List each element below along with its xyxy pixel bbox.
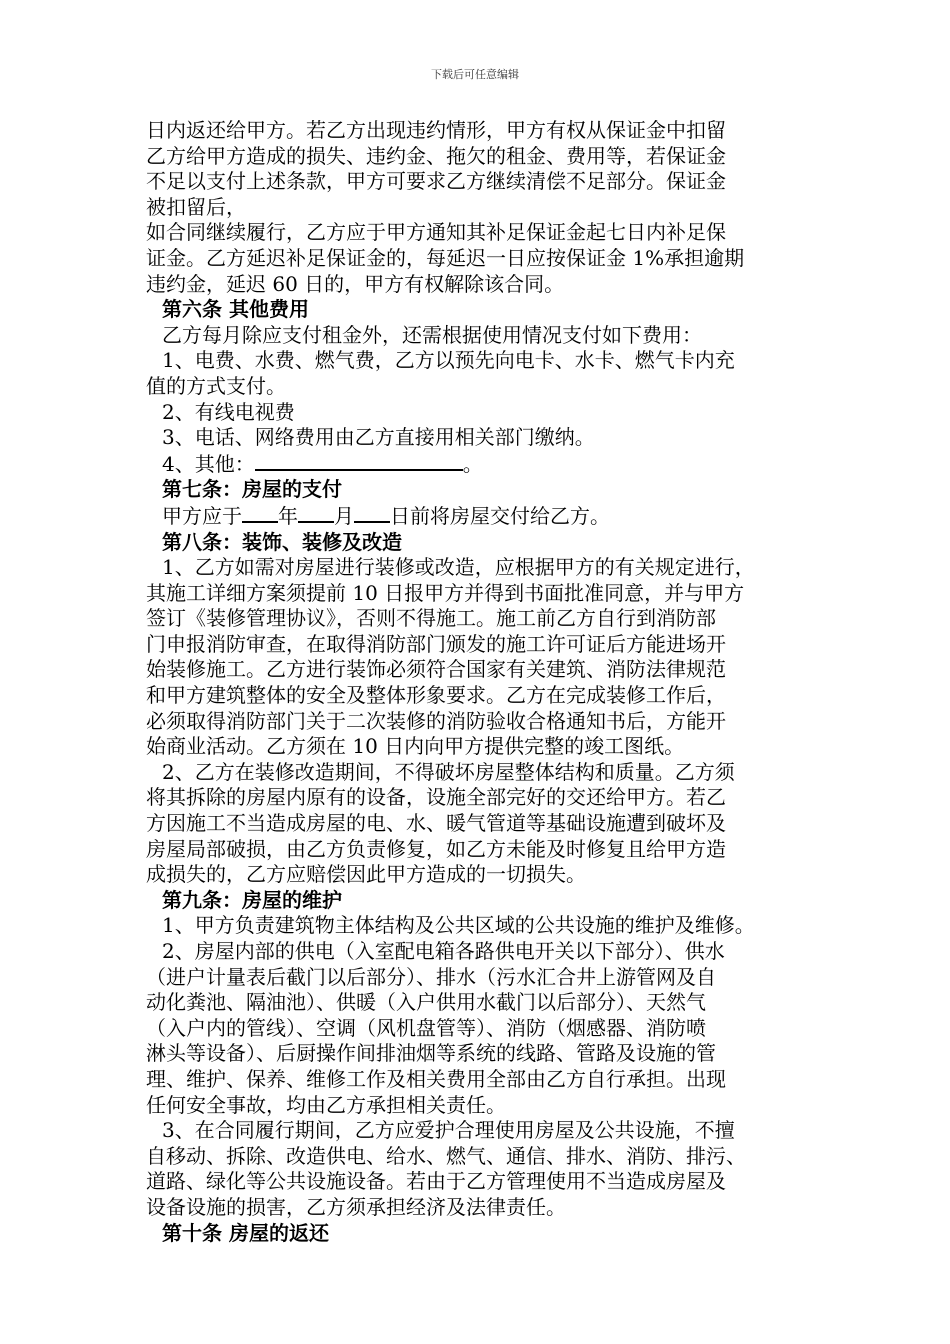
paragraph-line: 自移动、拆除、改造供电、给水、燃气、通信、排水、消防、排污、	[146, 1143, 746, 1168]
page-header: 下载后可任意编辑	[431, 68, 519, 81]
paragraph-line: 成损失的，乙方应赔偿因此甲方造成的一切损失。	[146, 862, 586, 887]
paragraph-line: 证金。乙方延迟补足保证金的，每延迟一日应按保证金 1%承担逾期	[146, 245, 745, 270]
paragraph-line: 如合同继续履行，乙方应于甲方通知其补足保证金起七日内补足保	[146, 220, 726, 245]
section-heading-6: 第六条 其他费用	[162, 297, 309, 322]
paragraph-line: 淋头等设备）、后厨操作间排油烟等系统的线路、管路及设施的管	[146, 1041, 716, 1066]
year-label: 年	[278, 503, 298, 528]
paragraph-line: 签订《装修管理协议》，否则不得施工。施工前乙方自行到消防部	[146, 606, 716, 631]
paragraph-line: 任何安全事故，均由乙方承担相关责任。	[146, 1092, 506, 1117]
paragraph-line: 始商业活动。乙方须在 10 日内向甲方提供完整的竣工图纸。	[146, 734, 685, 759]
paragraph-line-delivery-date	[146, 503, 816, 530]
paragraph-line: 违约金，延迟 60 日的，甲方有权解除该合同。	[146, 271, 565, 296]
other-fees-label: 4、其他：	[162, 451, 255, 476]
delivery-text-end: 日前将房屋交付给乙方。	[390, 503, 610, 528]
section-heading-7: 第七条：房屋的支付	[162, 477, 342, 502]
paragraph-line: 始装修施工。乙方进行装饰必须符合国家有关建筑、消防法律规范	[146, 657, 726, 682]
year-blank	[242, 503, 278, 523]
day-blank	[354, 503, 390, 523]
month-label: 月	[334, 503, 354, 528]
paragraph-line: 门申报消防审查，在取得消防部门颁发的施工许可证后方能进场开	[146, 631, 726, 656]
paragraph-line-other-fees	[146, 451, 816, 478]
paragraph-line: 1、电费、水费、燃气费，乙方以预先向电卡、水卡、燃气卡内充	[162, 348, 735, 373]
paragraph-line: 设备设施的损害，乙方须承担经济及法律责任。	[146, 1194, 566, 1219]
month-blank	[298, 503, 334, 523]
paragraph-line: 被扣留后，	[146, 194, 246, 219]
paragraph-line: 其施工详细方案须提前 10 日报甲方并得到书面批准同意，并与甲方	[146, 580, 745, 605]
paragraph-line: 乙方给甲方造成的损失、违约金、拖欠的租金、费用等，若保证金	[146, 143, 726, 168]
paragraph-line: 1、乙方如需对房屋进行装修或改造，应根据甲方的有关规定进行，	[162, 555, 755, 580]
delivery-text: 甲方应于	[162, 503, 242, 528]
section-heading-8: 第八条：装饰、装修及改造	[162, 529, 402, 554]
fill-in-blank	[255, 451, 463, 471]
paragraph-line: 2、乙方在装修改造期间，不得破坏房屋整体结构和质量。乙方须	[162, 759, 735, 784]
paragraph-line: 和甲方建筑整体的安全及整体形象要求。乙方在完成装修工作后，	[146, 683, 726, 708]
paragraph-line: 3、电话、网络费用由乙方直接用相关部门缴纳。	[162, 425, 595, 450]
paragraph-line: 道路、绿化等公共设施设备。若由于乙方管理使用不当造成房屋及	[146, 1169, 726, 1194]
document-body	[146, 118, 816, 1246]
paragraph-line: （进户计量表后截门以后部分）、排水（污水汇合井上游管网及自	[146, 964, 716, 989]
paragraph-line: 理、维护、保养、维修工作及相关费用全部由乙方自行承担。出现	[146, 1066, 726, 1091]
paragraph-line: （入户内的管线）、空调（风机盘管等）、消防（烟感器、消防喷	[146, 1015, 706, 1040]
paragraph-line: 日内返还给甲方。若乙方出现违约情形，甲方有权从保证金中扣留	[146, 118, 726, 142]
other-fees-period: 。	[462, 451, 483, 476]
paragraph-line: 值的方式支付。	[146, 373, 286, 398]
paragraph-line: 2、有线电视费	[162, 399, 295, 424]
section-heading-10: 第十条 房屋的返还	[162, 1220, 329, 1245]
paragraph-line: 1、甲方负责建筑物主体结构及公共区域的公共设施的维护及维修。	[162, 913, 755, 938]
paragraph-line: 将其拆除的房屋内原有的设备，设施全部完好的交还给甲方。若乙	[146, 785, 726, 810]
section-heading-9: 第九条：房屋的维护	[162, 887, 342, 912]
paragraph-line: 房屋局部破损，由乙方负责修复，如乙方未能及时修复且给甲方造	[146, 836, 726, 861]
paragraph-line: 动化粪池、隔油池）、供暖（入户供用水截门以后部分）、天然气	[146, 990, 706, 1015]
paragraph-line: 方因施工不当造成房屋的电、水、暖气管道等基础设施遭到破坏及	[146, 811, 726, 836]
paragraph-line: 乙方每月除应支付租金外，还需根据使用情况支付如下费用：	[162, 322, 702, 347]
paragraph-line: 不足以支付上述条款，甲方可要求乙方继续清偿不足部分。保证金	[146, 169, 726, 194]
paragraph-line: 必须取得消防部门关于二次装修的消防验收合格通知书后，方能开	[146, 708, 726, 733]
paragraph-line: 3、在合同履行期间，乙方应爱护合理使用房屋及公共设施，不擅	[162, 1118, 735, 1143]
paragraph-line: 2、房屋内部的供电（入室配电箱各路供电开关以下部分）、供水	[162, 939, 725, 963]
